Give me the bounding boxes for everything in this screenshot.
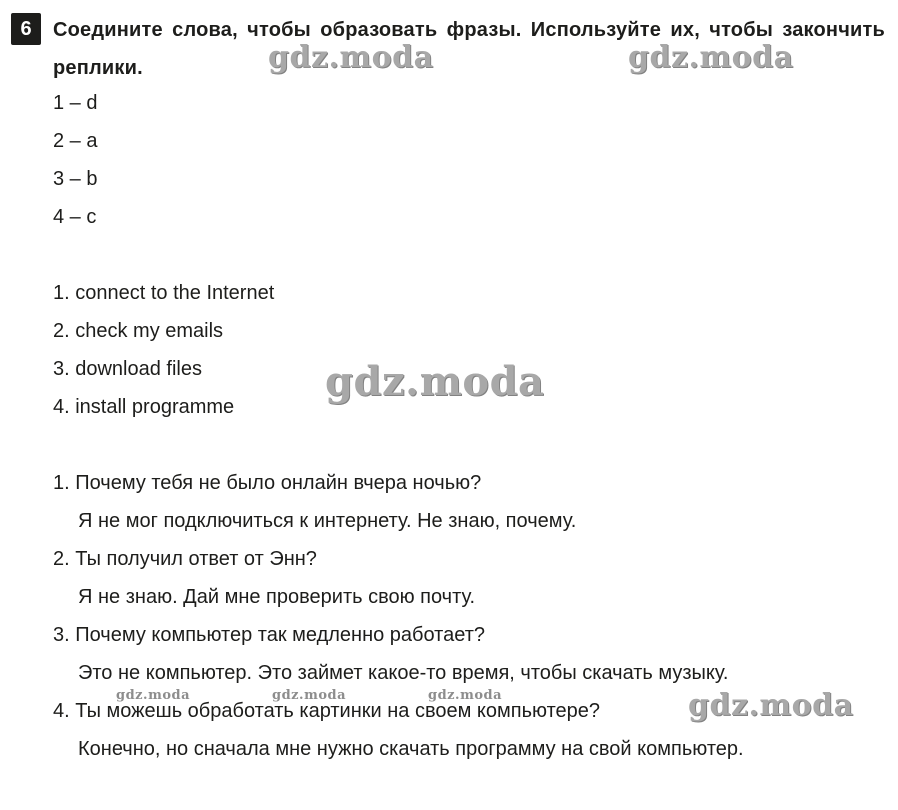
dialogue-answer: Конечно, но сначала мне нужно скачать программу на свой компьютер.	[78, 738, 744, 760]
dialogue-question: 4. Ты можешь обработать картинки на своем компьютере?	[53, 700, 601, 722]
phrase-item: 4. install programme	[53, 396, 235, 418]
dialogue-answer: Я не мог подключиться к интернету. Не знаю, почему.	[78, 510, 577, 532]
match-item: 3 – b	[53, 168, 98, 190]
dialogue-question: 3. Почему компьютер так медленно работает?	[53, 624, 485, 646]
dialogue-question: 1. Почему тебя не было онлайн вчера ночью?	[53, 472, 482, 494]
watermark: gdz.moda	[428, 688, 503, 703]
match-item: 2 – a	[53, 130, 98, 152]
phrase-item: 1. connect to the Internet	[53, 282, 275, 304]
dialogue-question: 2. Ты получил ответ от Энн?	[53, 548, 317, 570]
watermark: gdz.moda	[272, 688, 347, 703]
match-item: 4 – c	[53, 206, 97, 228]
watermark: gdz.moda	[116, 688, 191, 703]
watermark: gdz.moda	[325, 358, 545, 405]
task-number-badge: 6	[11, 13, 41, 45]
dialogue-answer: Это не компьютер. Это займет какое-то время, чтобы скачать музыку.	[78, 662, 729, 684]
task-instruction: Соедините слова, чтобы образовать фразы. Используйте их, чтобы закончить реплики.	[53, 19, 885, 79]
watermark: gdz.moda	[688, 688, 854, 723]
watermark: gdz.moda	[628, 40, 794, 75]
match-item: 1 – d	[53, 92, 98, 114]
watermark: gdz.moda	[268, 40, 434, 75]
phrase-item: 3. download files	[53, 358, 202, 380]
dialogue-answer: Я не знаю. Дай мне проверить свою почту.	[78, 586, 476, 608]
phrase-item: 2. check my emails	[53, 320, 224, 342]
